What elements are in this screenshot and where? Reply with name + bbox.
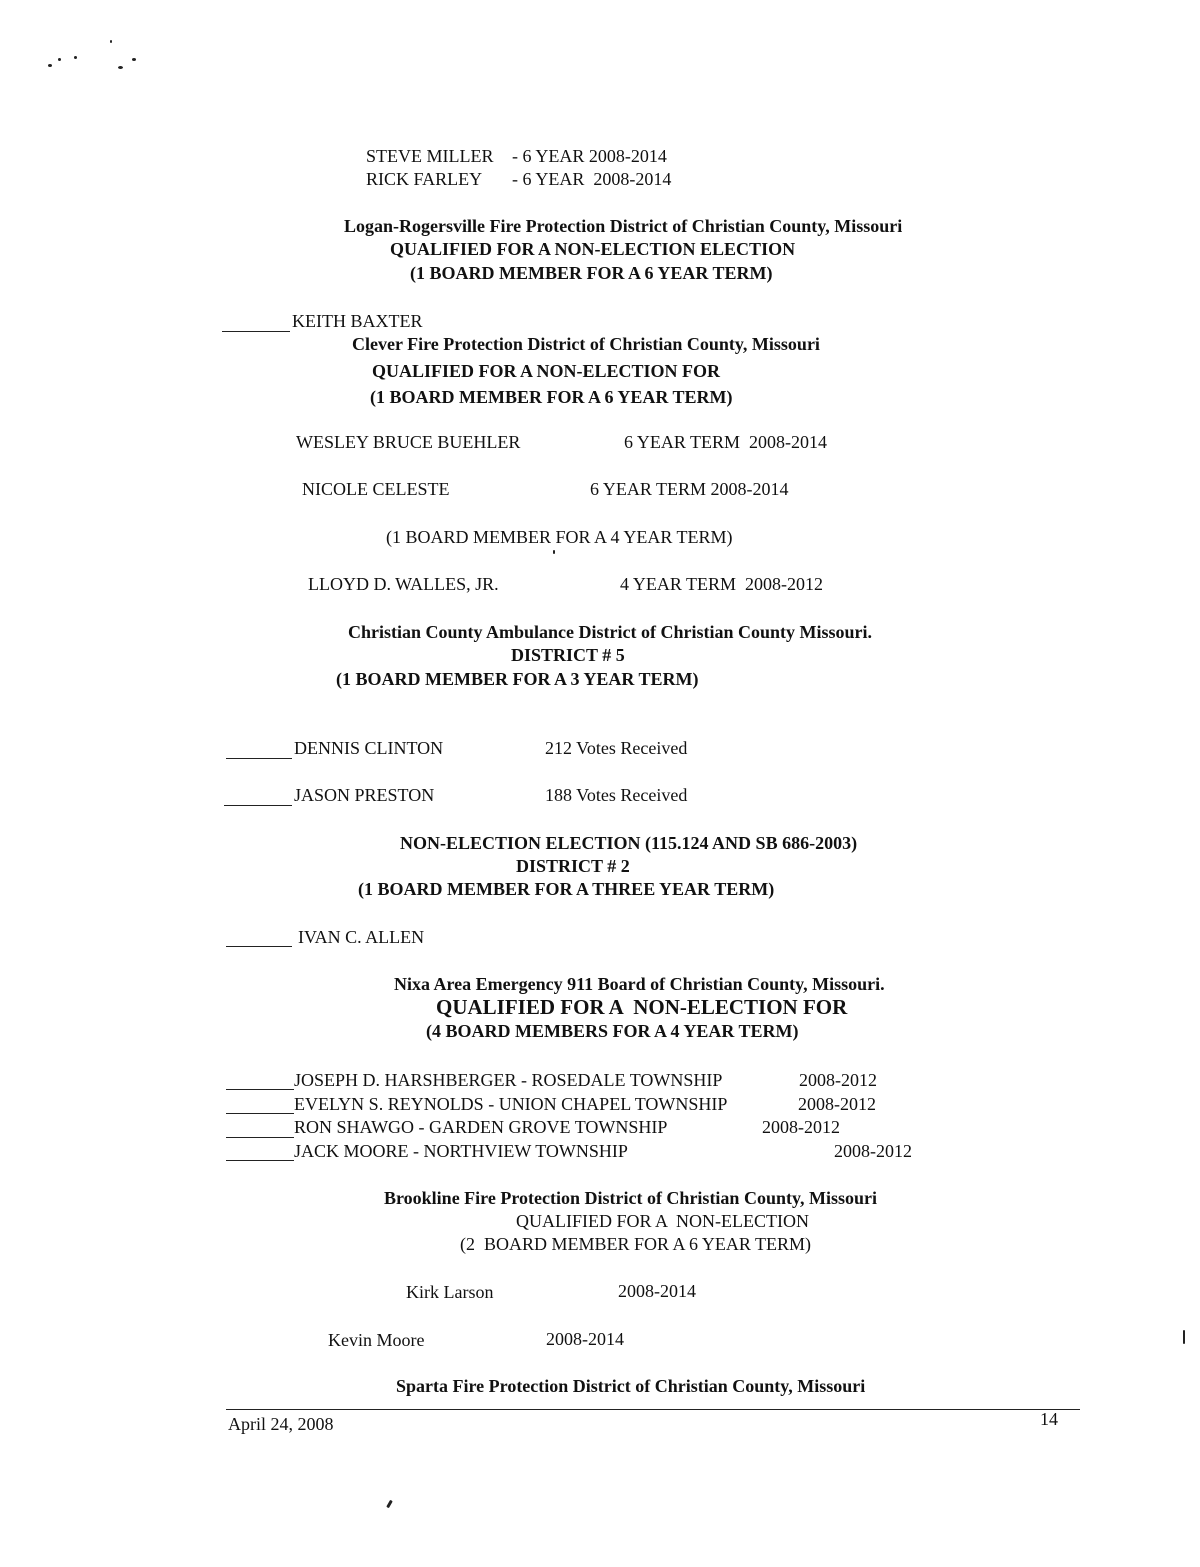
- member-name: RON SHAWGO - GARDEN GROVE TOWNSHIP: [294, 1117, 668, 1137]
- signature-line: [226, 1113, 294, 1114]
- signature-line: [226, 758, 292, 759]
- scan-speck: [110, 40, 112, 43]
- footer-date: April 24, 2008: [228, 1414, 334, 1434]
- district-heading: Christian County Ambulance District of Christian County Missouri.: [348, 622, 873, 642]
- subdistrict-heading: DISTRICT # 5: [511, 645, 625, 665]
- seats-heading: (1 BOARD MEMBER FOR A 4 YEAR TERM): [386, 527, 733, 547]
- signature-line: [226, 1137, 294, 1138]
- member-name: JOSEPH D. HARSHBERGER - ROSEDALE TOWNSHIP: [294, 1070, 723, 1090]
- member-term: 2008-2012: [834, 1141, 912, 1161]
- entry-name: STEVE MILLER: [366, 146, 494, 166]
- seats-heading: (1 BOARD MEMBER FOR A THREE YEAR TERM): [358, 879, 775, 899]
- member-term: 2008-2014: [546, 1329, 624, 1349]
- qualified-heading: QUALIFIED FOR A NON-ELECTION FOR: [372, 361, 721, 381]
- scan-speck: [132, 58, 136, 61]
- district-heading: Brookline Fire Protection District of Christian County, Missouri: [384, 1188, 877, 1208]
- candidate-name: IVAN C. ALLEN: [298, 927, 425, 947]
- seats-heading: (1 BOARD MEMBER FOR A 6 YEAR TERM): [410, 263, 773, 283]
- scan-speck: [74, 56, 77, 59]
- member-name: NICOLE CELESTE: [302, 479, 450, 499]
- signature-line: [224, 805, 292, 806]
- seats-heading: (4 BOARD MEMBERS FOR A 4 YEAR TERM): [426, 1021, 799, 1041]
- member-term: 4 YEAR TERM 2008-2012: [620, 574, 824, 594]
- scan-speck: [58, 58, 61, 61]
- signature-line: [226, 1160, 294, 1161]
- member-name: WESLEY BRUCE BUEHLER: [296, 432, 521, 452]
- qualified-heading: QUALIFIED FOR A NON-ELECTION: [516, 1211, 809, 1231]
- scan-speck: [48, 64, 52, 67]
- district-heading: Clever Fire Protection District of Christian County, Missouri: [352, 334, 820, 354]
- member-term: 2008-2012: [799, 1070, 877, 1090]
- scan-speck: [386, 1500, 393, 1508]
- member-term: 2008-2012: [798, 1094, 876, 1114]
- candidate-name: DENNIS CLINTON: [294, 738, 444, 758]
- candidate-name: JASON PRESTON: [294, 785, 435, 805]
- member-name: Kirk Larson: [406, 1282, 494, 1302]
- seats-heading: (1 BOARD MEMBER FOR A 6 YEAR TERM): [370, 387, 733, 407]
- candidate-votes: 188 Votes Received: [545, 785, 688, 805]
- qualified-heading: QUALIFIED FOR A NON-ELECTION ELECTION: [390, 239, 796, 259]
- seats-heading: (2 BOARD MEMBER FOR A 6 YEAR TERM): [460, 1234, 812, 1254]
- entry-name: RICK FARLEY: [366, 169, 483, 189]
- member-name: EVELYN S. REYNOLDS - UNION CHAPEL TOWNSHIP: [294, 1094, 728, 1114]
- district-heading: Sparta Fire Protection District of Christian County, Missouri: [396, 1376, 866, 1396]
- district-heading: Logan-Rogersville Fire Protection District of Christian County, Missouri: [344, 216, 903, 236]
- page-number: 14: [1040, 1409, 1058, 1429]
- member-name: LLOYD D. WALLES, JR.: [308, 574, 499, 594]
- entry-term: - 6 YEAR 2008-2014: [512, 169, 672, 189]
- subdistrict-heading: DISTRICT # 2: [516, 856, 630, 876]
- non-election-heading: NON-ELECTION ELECTION (115.124 AND SB 686-2003): [400, 833, 858, 853]
- candidate-votes: 212 Votes Received: [545, 738, 688, 758]
- member-term: 2008-2014: [618, 1281, 696, 1301]
- signature-line: [226, 946, 292, 947]
- scan-speck: [118, 66, 123, 69]
- district-heading: Nixa Area Emergency 911 Board of Christian County, Missouri.: [394, 974, 885, 994]
- scan-speck: [1183, 1330, 1185, 1344]
- member-name: JACK MOORE - NORTHVIEW TOWNSHIP: [294, 1141, 628, 1161]
- member-term: 2008-2012: [762, 1117, 840, 1137]
- signature-line: [226, 1089, 294, 1090]
- qualified-heading: QUALIFIED FOR A NON-ELECTION FOR: [436, 995, 848, 1019]
- member-term: 6 YEAR TERM 2008-2014: [590, 479, 789, 499]
- entry-term: - 6 YEAR 2008-2014: [512, 146, 667, 166]
- candidate-name: KEITH BAXTER: [292, 311, 423, 331]
- signature-line: [222, 331, 290, 332]
- scan-speck: [553, 550, 555, 554]
- member-name: Kevin Moore: [328, 1330, 425, 1350]
- footer-rule: [226, 1409, 1080, 1410]
- seats-heading: (1 BOARD MEMBER FOR A 3 YEAR TERM): [336, 669, 699, 689]
- member-term: 6 YEAR TERM 2008-2014: [624, 432, 828, 452]
